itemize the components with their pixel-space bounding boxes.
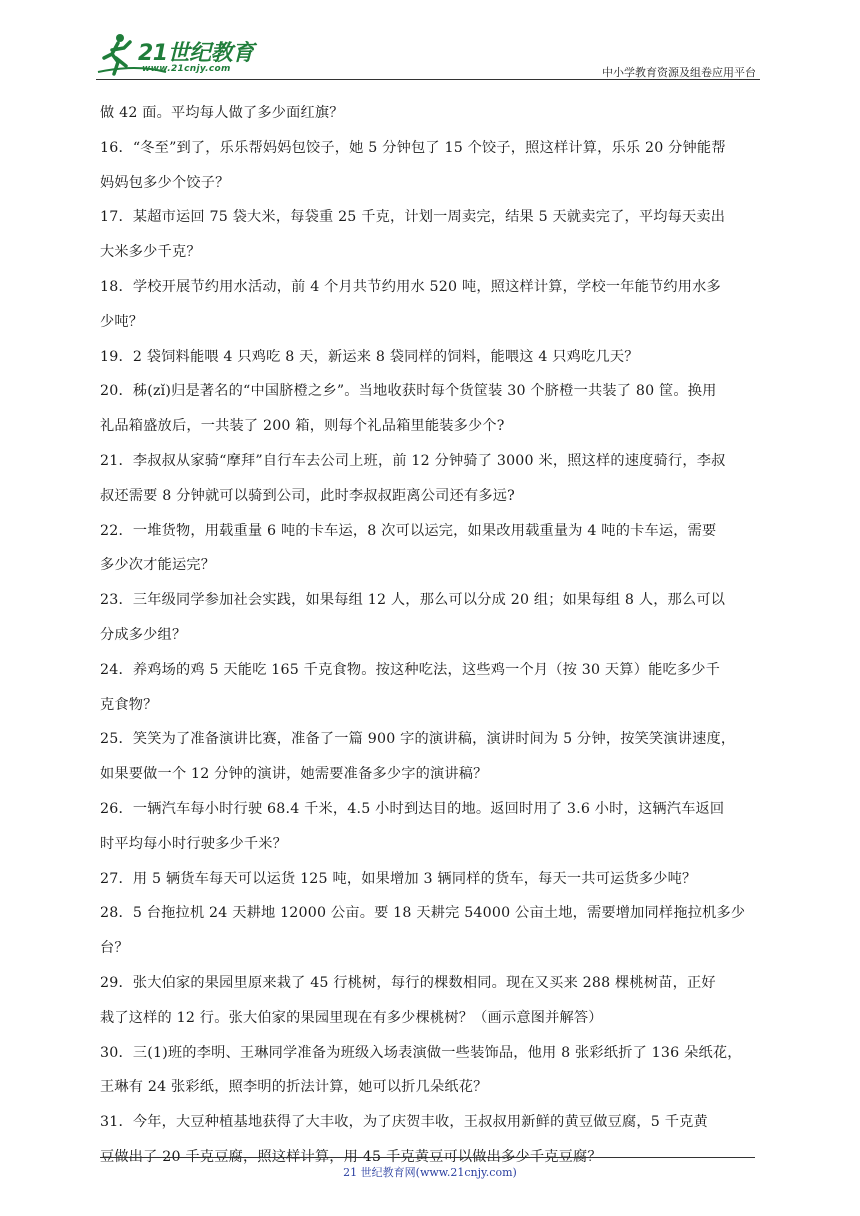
- text-line: 王琳有 24 张彩纸，照李明的折法计算，她可以折几朵纸花？: [100, 1079, 488, 1096]
- header-divider: [96, 79, 760, 80]
- text-line: 多少次才能运完？: [100, 557, 216, 574]
- text-line: 21．李叔叔从家骑“摩拜”自行车去公司上班，前 12 分钟骑了 3000 米，照这样的速度骑行，李叔: [100, 452, 726, 469]
- text-line: 16．“冬至”到了，乐乐帮妈妈包饺子，她 5 分钟包了 15 个饺子，照这样计算，乐乐 20 分钟能帮: [100, 139, 726, 156]
- text-line: 22．一堆货物，用载重量 6 吨的卡车运，8 次可以运完，如果改用载重量为 4 吨的卡车运，需要: [100, 522, 717, 539]
- text-line: 18．学校开展节约用水活动，前 4 个月共节约用水 520 吨，照这样计算，学校一年能节约用水多: [100, 278, 721, 295]
- question-body: [100, 96, 760, 1175]
- text-line: 时平均每小时行驶多少千米？: [100, 835, 288, 852]
- logo-text: 21世纪教育: [138, 41, 254, 66]
- page-header: [96, 30, 760, 82]
- text-line: 少吨？: [100, 313, 144, 330]
- text-line: 19．2 袋饲料能喂 4 只鸡吃 8 天，新运来 8 袋同样的饲料，能喂这 4 只鸡吃几天？: [100, 348, 639, 365]
- text-line: 20．秭(zǐ)归是著名的“中国脐橙之乡”。当地收获时每个货筐装 30 个脐橙一共装了 80 筐。换用: [100, 383, 717, 400]
- text-line: 做 42 面。平均每人做了多少面红旗？: [100, 105, 344, 121]
- text-line: 栽了这样的 12 行。张大伯家的果园里现在有多少棵桃树？（画示意图并解答）: [100, 1009, 603, 1026]
- text-line: 17．某超市运回 75 袋大米，每袋重 25 千克，计划一周卖完，结果 5 天就卖完了，平均每天卖出: [100, 209, 726, 226]
- text-line: 28．5 台拖拉机 24 天耕地 12000 公亩。要 18 天耕完 54000 公亩土地，需要增加同样拖拉机多少: [100, 905, 746, 922]
- text-line: 25．笑笑为了准备演讲比赛，准备了一篇 900 字的演讲稿，演讲时间为 5 分钟，按笑笑演讲速度，: [100, 731, 736, 748]
- site-logo: [96, 30, 266, 78]
- text-line: 克食物？: [100, 696, 158, 713]
- text-line: 大米多少千克？: [100, 244, 201, 261]
- footer-divider: [100, 1157, 755, 1158]
- footer-link[interactable]: 21 世纪教育网(www.21cnjy.com): [343, 1166, 517, 1179]
- text-line: 24．养鸡场的鸡 5 天能吃 165 千克食物。按这种吃法，这些鸡一个月（按 30 天算）能吃多少千: [100, 661, 721, 678]
- text-line: 26．一辆汽车每小时行驶 68.4 千米，4.5 小时到达目的地。返回时用了 3.6 小时，这辆汽车返回: [100, 800, 725, 817]
- text-line: 妈妈包多少个饺子？: [100, 174, 230, 191]
- text-line: 如果要做一个 12 分钟的演讲，她需要准备多少字的演讲稿？: [100, 766, 488, 783]
- text-line: 23．三年级同学参加社会实践，如果每组 12 人，那么可以分成 20 组；如果每组 8 人，那么可以: [100, 592, 726, 609]
- text-line: 豆做出了 20 千克豆腐，照这样计算，用 45 千克黄豆可以做出多少千克豆腐？: [100, 1148, 602, 1165]
- platform-name: 中小学教育资源及组卷应用平台: [602, 66, 756, 79]
- text-line: 分成多少组？: [100, 626, 187, 643]
- logo-url: www.21cnjy.com: [142, 64, 231, 74]
- text-line: 台？: [100, 940, 129, 957]
- text-line: 29．张大伯家的果园里原来栽了 45 行桃树，每行的棵数相同。现在又买来 288 棵桃树苗，正好: [100, 974, 716, 991]
- text-line: 30．三(1)班的李明、王琳同学准备为班级入场表演做一些装饰品，他用 8 张彩纸折了 136 朵纸花，: [100, 1044, 742, 1061]
- text-line: 叔还需要 8 分钟就可以骑到公司，此时李叔叔距离公司还有多远?: [100, 487, 515, 504]
- text-line: 礼品箱盛放后，一共装了 200 箱，则每个礼品箱里能装多少个?: [100, 418, 505, 435]
- text-line: 27．用 5 辆货车每天可以运货 125 吨，如果增加 3 辆同样的货车，每天一共可运货多少吨？: [100, 870, 697, 887]
- text-line: 31．今年，大豆种植基地获得了大丰收，为了庆贺丰收，王叔叔用新鲜的黄豆做豆腐，5 千克黄: [100, 1114, 708, 1131]
